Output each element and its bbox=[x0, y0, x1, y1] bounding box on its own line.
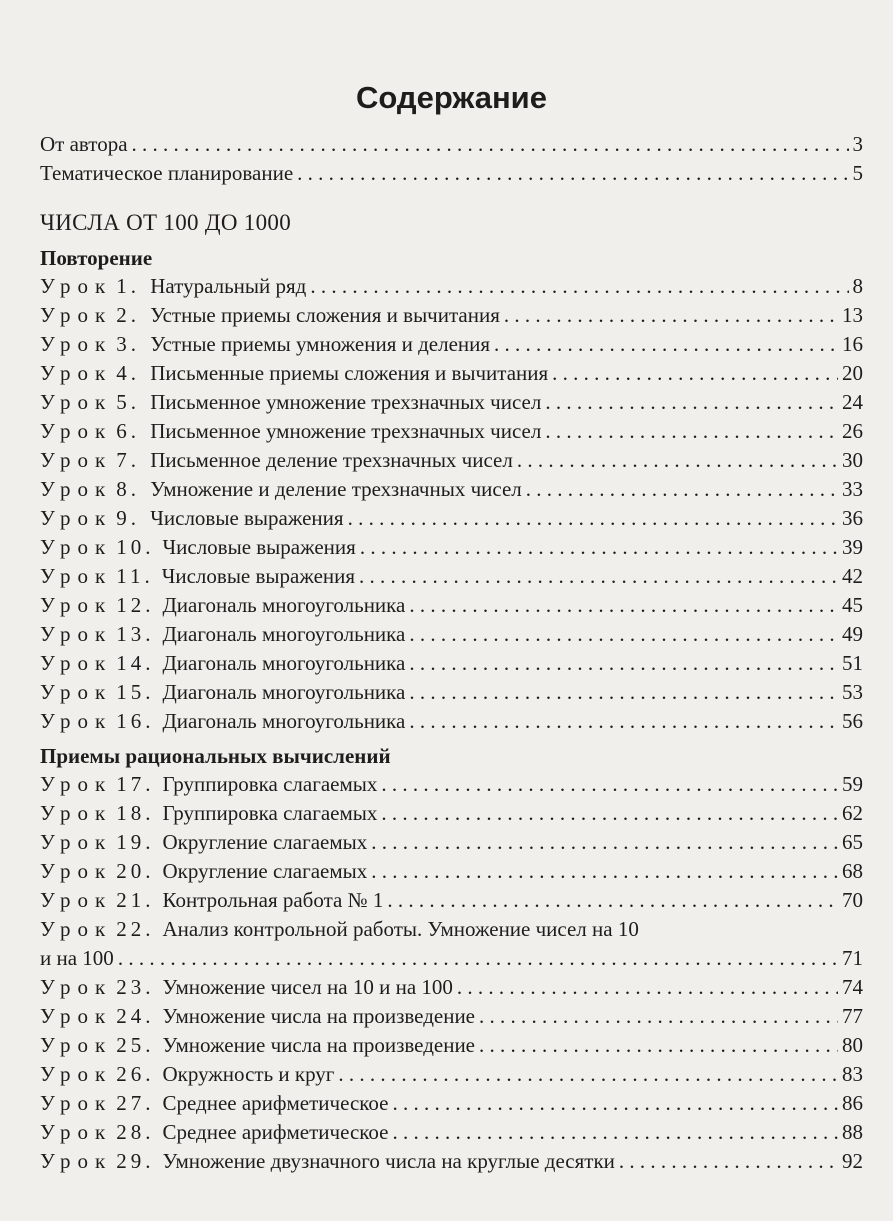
entry-page: 65 bbox=[842, 830, 863, 854]
leader-dots bbox=[504, 301, 838, 330]
lesson-title: Умножение и деление трехзначных чисел bbox=[150, 477, 522, 501]
leader-dots bbox=[545, 388, 838, 417]
toc-entry[interactable] bbox=[40, 1060, 863, 1089]
toc-entry[interactable] bbox=[40, 562, 863, 591]
lesson-number: 29. bbox=[116, 1149, 155, 1173]
lesson-word: Урок bbox=[40, 917, 113, 941]
lesson-title: Умножение числа на произведение bbox=[162, 1004, 476, 1028]
lesson-number: 23. bbox=[116, 975, 155, 999]
toc-entry[interactable] bbox=[40, 591, 863, 620]
entry-page: 39 bbox=[842, 535, 863, 559]
lesson-title: Письменные приемы сложения и вычитания bbox=[150, 361, 549, 385]
entry-label bbox=[40, 828, 367, 857]
entry-label bbox=[40, 1089, 388, 1118]
lesson-word: Урок bbox=[40, 772, 113, 796]
lesson-number: 22. bbox=[116, 917, 155, 941]
lesson-title: Устные приемы умножения и деления bbox=[150, 332, 491, 356]
leader-dots bbox=[371, 828, 838, 857]
lesson-word: Урок bbox=[40, 506, 113, 530]
entry-page: 3 bbox=[852, 132, 863, 156]
lesson-word: Урок bbox=[40, 274, 113, 298]
leader-dots bbox=[494, 330, 838, 359]
leader-dots bbox=[132, 130, 849, 159]
entry-page: 70 bbox=[842, 888, 863, 912]
toc-entry[interactable] bbox=[40, 159, 863, 188]
toc-entry[interactable] bbox=[40, 330, 863, 359]
lesson-word: Урок bbox=[40, 830, 113, 854]
leader-dots bbox=[409, 649, 838, 678]
entry-label bbox=[40, 562, 355, 591]
page-title: Содержание bbox=[356, 80, 547, 115]
leader-dots bbox=[310, 272, 848, 301]
leader-dots bbox=[118, 944, 838, 973]
lesson-word: Урок bbox=[40, 535, 113, 559]
entry-page: 92 bbox=[842, 1149, 863, 1173]
entry-page: 80 bbox=[842, 1033, 863, 1057]
lesson-number: 12. bbox=[116, 593, 155, 617]
lesson-number: 28. bbox=[116, 1120, 155, 1144]
entry-label bbox=[40, 1002, 475, 1031]
entry-page: 83 bbox=[842, 1062, 863, 1086]
entry-page: 30 bbox=[842, 448, 863, 472]
lesson-word: Урок bbox=[40, 361, 113, 385]
lesson-title: Анализ контрольной работы. Умножение чисел на 10 bbox=[162, 917, 639, 941]
lesson-title: Округление слагаемых bbox=[162, 859, 368, 883]
lesson-word: Урок bbox=[40, 332, 113, 356]
entry-page: 59 bbox=[842, 772, 863, 796]
lesson-title: Диагональ многоугольника bbox=[162, 651, 406, 675]
lesson-title: Числовые выражения bbox=[150, 506, 344, 530]
lesson-word: Урок bbox=[40, 390, 113, 414]
lesson-number: 15. bbox=[116, 680, 155, 704]
toc-entry[interactable] bbox=[40, 707, 863, 736]
entry-page: 8 bbox=[852, 274, 863, 298]
leader-dots bbox=[381, 799, 838, 828]
toc-entry[interactable] bbox=[40, 828, 863, 857]
entry-page: 53 bbox=[842, 680, 863, 704]
leader-dots bbox=[409, 591, 838, 620]
leader-dots bbox=[409, 620, 838, 649]
entry-page: 77 bbox=[842, 1004, 863, 1028]
leader-dots bbox=[552, 359, 838, 388]
entry-label: От автора bbox=[40, 132, 128, 156]
lesson-title: Среднее арифметическое bbox=[162, 1120, 389, 1144]
lesson-word: Урок bbox=[40, 448, 113, 472]
entry-label bbox=[40, 620, 405, 649]
toc-entry[interactable] bbox=[40, 1118, 863, 1147]
lesson-word: Урок bbox=[40, 1004, 113, 1028]
subsection-heading: Приемы рациональных вычислений bbox=[40, 744, 391, 768]
entry-page: 5 bbox=[852, 161, 863, 185]
entry-label bbox=[40, 504, 344, 533]
lesson-title: Умножение чисел на 10 и на 100 bbox=[162, 975, 453, 999]
entry-label: Тематическое планирование bbox=[40, 161, 294, 185]
toc-entry[interactable] bbox=[40, 533, 863, 562]
lesson-number: 7. bbox=[116, 448, 140, 472]
lesson-title: Натуральный ряд bbox=[150, 274, 307, 298]
toc-entry[interactable] bbox=[40, 388, 863, 417]
entry-label bbox=[40, 1060, 334, 1089]
entry-label bbox=[40, 388, 541, 417]
leader-dots bbox=[387, 886, 838, 915]
front-matter bbox=[40, 130, 863, 188]
lesson-number: 10. bbox=[116, 535, 155, 559]
lesson-title: Контрольная работа № 1 bbox=[162, 888, 384, 912]
entry-label bbox=[40, 475, 522, 504]
leader-dots bbox=[381, 770, 838, 799]
lesson-word: Урок bbox=[40, 801, 113, 825]
leader-dots bbox=[297, 159, 848, 188]
lesson-number: 1. bbox=[116, 274, 140, 298]
entry-page: 20 bbox=[842, 361, 863, 385]
leader-dots bbox=[360, 533, 838, 562]
lesson-title: Числовые выражения bbox=[161, 564, 356, 588]
toc-entry[interactable] bbox=[40, 857, 863, 886]
entry-label bbox=[40, 886, 383, 915]
lesson-number: 4. bbox=[116, 361, 140, 385]
lesson-title: Окружность и круг bbox=[162, 1062, 335, 1086]
entry-page: 45 bbox=[842, 593, 863, 617]
lesson-number: 2. bbox=[116, 303, 140, 327]
toc-entry[interactable] bbox=[40, 301, 863, 330]
entry-label bbox=[40, 915, 639, 944]
lesson-word: Урок bbox=[40, 680, 113, 704]
entry-label bbox=[40, 301, 500, 330]
entry-label bbox=[40, 770, 377, 799]
section-heading: ЧИСЛА ОТ 100 ДО 1000 bbox=[40, 210, 291, 235]
toc-entry[interactable] bbox=[40, 475, 863, 504]
lesson-title: Умножение числа на произведение bbox=[162, 1033, 476, 1057]
lesson-word: Урок bbox=[40, 419, 113, 443]
entry-page: 86 bbox=[842, 1091, 863, 1115]
lesson-word: Урок bbox=[40, 1149, 113, 1173]
leader-dots bbox=[371, 857, 838, 886]
lesson-number: 21. bbox=[116, 888, 155, 912]
lesson-groups bbox=[40, 244, 863, 1176]
leader-dots bbox=[348, 504, 838, 533]
leader-dots bbox=[338, 1060, 838, 1089]
entry-page: 71 bbox=[842, 946, 863, 970]
lesson-title: Диагональ многоугольника bbox=[162, 622, 406, 646]
entry-page: 33 bbox=[842, 477, 863, 501]
lesson-number: 9. bbox=[116, 506, 140, 530]
lesson-number: 18. bbox=[116, 801, 155, 825]
lesson-title: Письменное умножение трехзначных чисел bbox=[150, 419, 542, 443]
toc-entry[interactable] bbox=[40, 1147, 863, 1176]
lesson-title-continuation: и на 100 bbox=[40, 946, 114, 970]
leader-dots bbox=[517, 446, 838, 475]
lesson-number: 19. bbox=[116, 830, 155, 854]
toc-entry[interactable] bbox=[40, 886, 863, 915]
lesson-number: 16. bbox=[116, 709, 155, 733]
toc-entry[interactable] bbox=[40, 1031, 863, 1060]
leader-dots bbox=[457, 973, 838, 1002]
lesson-title: Диагональ многоугольника bbox=[162, 680, 406, 704]
entry-label bbox=[40, 1147, 615, 1176]
entry-page: 56 bbox=[842, 709, 863, 733]
toc-entry[interactable] bbox=[40, 504, 863, 533]
lesson-number: 13. bbox=[116, 622, 155, 646]
toc-entry[interactable] bbox=[40, 915, 863, 944]
leader-dots bbox=[479, 1002, 838, 1031]
lesson-title: Группировка слагаемых bbox=[162, 801, 378, 825]
lesson-title: Письменное деление трехзначных чисел bbox=[150, 448, 513, 472]
entry-label bbox=[40, 417, 541, 446]
lesson-number: 6. bbox=[116, 419, 140, 443]
toc-entry[interactable] bbox=[40, 678, 863, 707]
entry-label bbox=[40, 330, 490, 359]
leader-dots bbox=[526, 475, 838, 504]
toc-entry[interactable] bbox=[40, 770, 863, 799]
entry-label bbox=[40, 1031, 475, 1060]
entry-label bbox=[40, 649, 405, 678]
entry-page: 42 bbox=[842, 564, 863, 588]
entry-page: 74 bbox=[842, 975, 863, 999]
lesson-word: Урок bbox=[40, 1062, 113, 1086]
lesson-title: Диагональ многоугольника bbox=[162, 593, 406, 617]
entry-page: 51 bbox=[842, 651, 863, 675]
lesson-title: Умножение двузначного числа на круглые десятки bbox=[162, 1149, 615, 1173]
entry-page: 68 bbox=[842, 859, 863, 883]
toc-entry[interactable] bbox=[40, 973, 863, 1002]
entry-page: 62 bbox=[842, 801, 863, 825]
lesson-title: Округление слагаемых bbox=[162, 830, 368, 854]
lesson-word: Урок bbox=[40, 1120, 113, 1144]
leader-dots bbox=[409, 707, 838, 736]
lesson-word: Урок bbox=[40, 303, 113, 327]
toc-entry[interactable] bbox=[40, 620, 863, 649]
entry-page: 13 bbox=[842, 303, 863, 327]
leader-dots bbox=[409, 678, 838, 707]
toc-entry[interactable] bbox=[40, 1002, 863, 1031]
entry-label bbox=[40, 446, 513, 475]
entry-label bbox=[40, 359, 548, 388]
toc-entry[interactable] bbox=[40, 272, 863, 301]
entry-label bbox=[40, 591, 405, 620]
leader-dots bbox=[359, 562, 838, 591]
entry-label bbox=[40, 799, 377, 828]
entry-label bbox=[40, 1118, 388, 1147]
entry-label bbox=[40, 533, 356, 562]
toc-entry-continuation[interactable] bbox=[40, 944, 863, 973]
lesson-word: Урок bbox=[40, 859, 113, 883]
entry-page: 24 bbox=[842, 390, 863, 414]
lesson-number: 27. bbox=[116, 1091, 155, 1115]
toc-entry[interactable] bbox=[40, 359, 863, 388]
lesson-number: 5. bbox=[116, 390, 140, 414]
lesson-title: Группировка слагаемых bbox=[162, 772, 378, 796]
subsection-heading: Повторение bbox=[40, 246, 153, 270]
entry-page: 36 bbox=[842, 506, 863, 530]
lesson-word: Урок bbox=[40, 975, 113, 999]
entry-page: 49 bbox=[842, 622, 863, 646]
lesson-number: 26. bbox=[116, 1062, 155, 1086]
toc-entry[interactable] bbox=[40, 446, 863, 475]
lesson-word: Урок bbox=[40, 888, 113, 912]
toc-entry[interactable] bbox=[40, 130, 863, 159]
toc-entry[interactable] bbox=[40, 1089, 863, 1118]
lesson-number: 25. bbox=[116, 1033, 155, 1057]
lesson-word: Урок bbox=[40, 564, 113, 588]
entry-label bbox=[40, 272, 306, 301]
leader-dots bbox=[619, 1147, 838, 1176]
entry-label bbox=[40, 678, 405, 707]
lesson-word: Урок bbox=[40, 622, 113, 646]
lesson-word: Урок bbox=[40, 709, 113, 733]
entry-page: 16 bbox=[842, 332, 863, 356]
entry-label bbox=[40, 707, 405, 736]
leader-dots bbox=[392, 1118, 838, 1147]
lesson-number: 20. bbox=[116, 859, 155, 883]
lesson-title: Числовые выражения bbox=[162, 535, 356, 559]
lesson-title: Среднее арифметическое bbox=[162, 1091, 389, 1115]
lesson-title: Устные приемы сложения и вычитания bbox=[150, 303, 500, 327]
leader-dots bbox=[479, 1031, 838, 1060]
toc-entry[interactable] bbox=[40, 649, 863, 678]
lesson-word: Урок bbox=[40, 1091, 113, 1115]
lesson-word: Урок bbox=[40, 593, 113, 617]
toc-entry[interactable] bbox=[40, 799, 863, 828]
lesson-number: 24. bbox=[116, 1004, 155, 1028]
leader-dots bbox=[545, 417, 838, 446]
lesson-number: 3. bbox=[116, 332, 140, 356]
lesson-word: Урок bbox=[40, 1033, 113, 1057]
entry-page: 88 bbox=[842, 1120, 863, 1144]
lesson-number: 11. bbox=[116, 564, 154, 588]
toc-entry[interactable] bbox=[40, 417, 863, 446]
lesson-number: 14. bbox=[116, 651, 155, 675]
lesson-number: 8. bbox=[116, 477, 140, 501]
leader-dots bbox=[392, 1089, 838, 1118]
entry-label bbox=[40, 857, 367, 886]
lesson-title: Диагональ многоугольника bbox=[162, 709, 406, 733]
lesson-number: 17. bbox=[116, 772, 155, 796]
entry-label bbox=[40, 973, 453, 1002]
entry-page: 26 bbox=[842, 419, 863, 443]
lesson-word: Урок bbox=[40, 651, 113, 675]
lesson-word: Урок bbox=[40, 477, 113, 501]
lesson-title: Письменное умножение трехзначных чисел bbox=[150, 390, 542, 414]
